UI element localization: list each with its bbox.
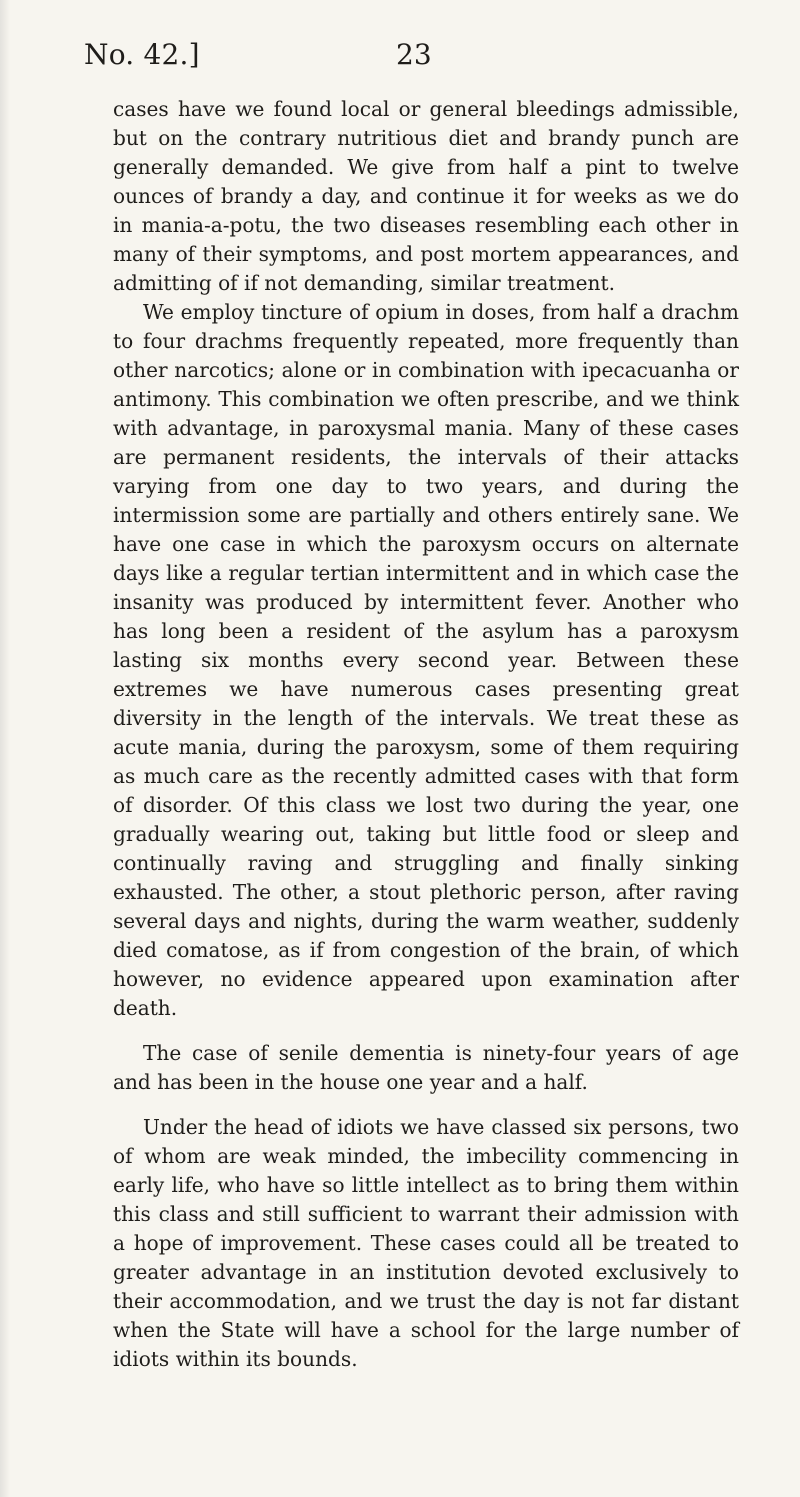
page-header: [84, 38, 716, 78]
paragraph-2: We employ tincture of opium in doses, from half a drachm to four drachms frequently repeated, more frequently than other narcotics; alone or in combination with ipecacuanha or antimony. This combination we often prescribe, and we think with advantage, in paroxysmal mania. Many of these cases are permanent residents, the intervals of their attacks varying from one day to two years, and during the intermission some are partially and others entirely sane. We have one case in which the paroxysm occurs on alternate days like a regular tertian intermittent and in which case the insanity was produced by intermittent fever. Another who has long been a resident of the asylum has a paroxysm lasting six months every second year. Between these extremes we have numerous cases presenting great diversity in the length of the intervals. We treat these as acute mania, during the paroxysm, some of them requiring as much care as the recently admitted cases with that form of disorder. Of this class we lost two during the year, one gradually wearing out, taking but little food or sleep and continually raving and struggling and finally sinking exhausted. The other, a stout plethoric person, after raving several days and nights, during the warm weather, suddenly died comatose, as if from congestion of the brain, of which however, no evidence appeared upon examination after death.: [113, 300, 739, 1020]
paragraph-1: cases have we found local or general bleedings admissible, but on the contrary nutritious diet and brandy punch are generally demanded. We give from half a pint to twelve ounces of brandy a day, and continue it for weeks as we do in mania-a-potu, the two diseases resembling each other in many of their symptoms, and post mortem appearances, and admitting of if not demanding, similar treatment.: [113, 97, 739, 295]
page-number: 23: [396, 38, 432, 71]
paragraph-3: The case of senile dementia is ninety-four years of age and has been in the house one year and a half.: [113, 1041, 739, 1094]
paragraph-4: Under the head of idiots we have classed six persons, two of whom are weak minded, the imbecility commencing in early life, who have so little intellect as to bring them within this class and still sufficient to warrant their admission with a hope of improvement. These cases could all be treated to greater advantage in an institution devoted exclusively to their accommodation, and we trust the day is not far distant when the State will have a school for the large number of idiots within its bounds.: [113, 1115, 739, 1371]
body-text: [113, 95, 739, 1374]
issue-number: No. 42.]: [84, 38, 200, 71]
page-edge-shadow: [0, 0, 10, 1497]
